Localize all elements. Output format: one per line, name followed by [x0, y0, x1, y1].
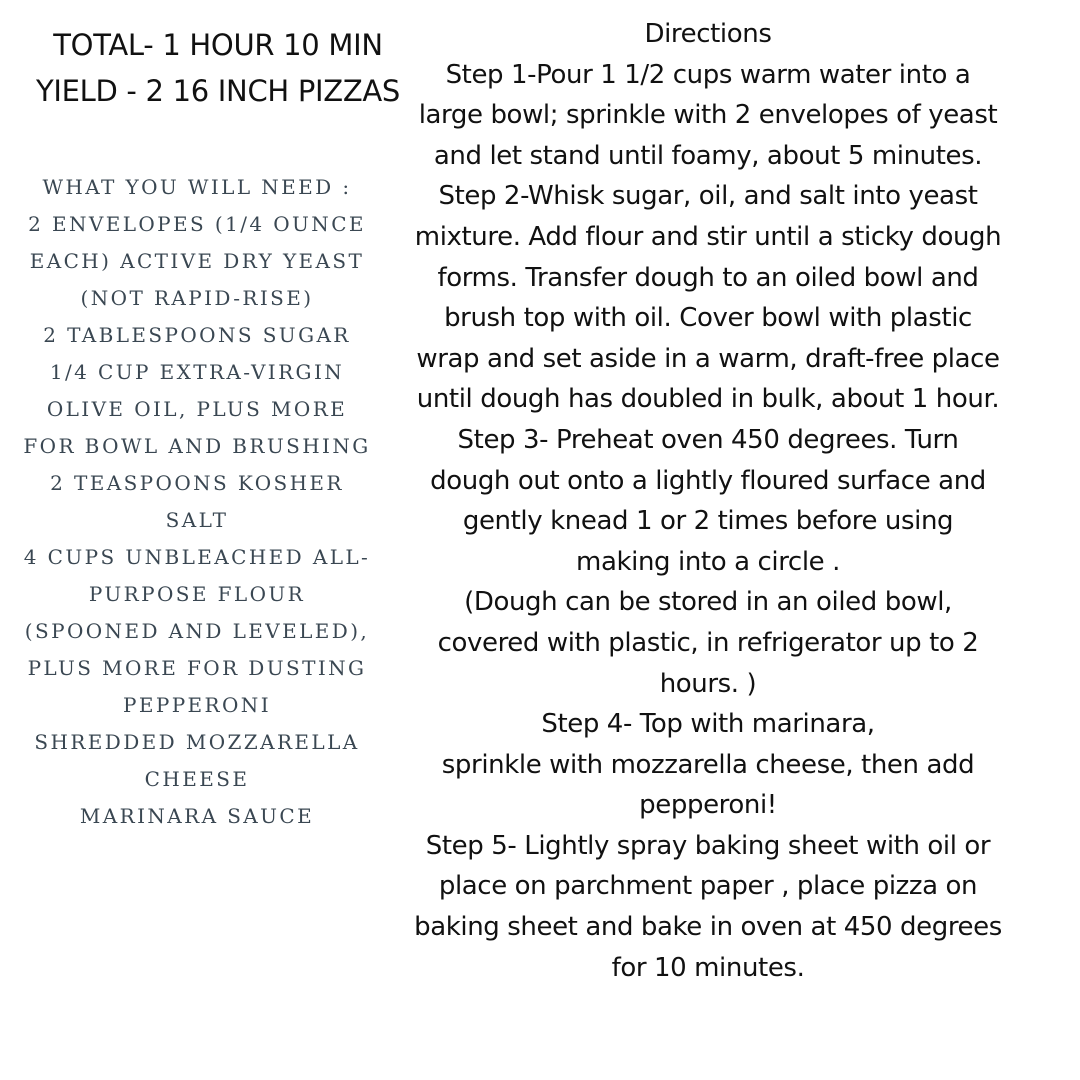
directions-title: Directions: [644, 19, 772, 49]
ingredient-item: 1/4 CUP EXTRA-VIRGIN OLIVE OIL, PLUS MORE FOR BOWL AND BRUSHING: [23, 360, 371, 458]
direction-step: Step 4- Top with marinara,: [541, 709, 875, 740]
direction-step: Step 1-Pour 1 1/2 cups warm water into a large bowl; sprinkle with 2 envelopes of yeast and let stand until foamy, about 5 minutes.: [418, 59, 998, 171]
direction-step: Step 3- Preheat oven 450 degrees. Turn dough out onto a lightly floured surface and gently knead 1 or 2 times before using making into a circle .: [430, 424, 986, 577]
ingredients-list: [20, 169, 374, 835]
ingredient-item: 2 ENVELOPES (1/4 OUNCE EACH) ACTIVE DRY YEAST (NOT RAPID-RISE): [28, 212, 366, 310]
ingredient-item: SHREDDED MOZZARELLA CHEESE: [34, 730, 360, 791]
direction-step-continued: sprinkle with mozzarella cheese, then add pepperoni!: [441, 749, 975, 821]
ingredient-item: MARINARA SAUCE: [79, 804, 315, 828]
direction-step: Step 2-Whisk sugar, oil, and salt into yeast mixture. Add flour and stir until a sticky dough forms. Transfer dough to an oiled bowl and brush top with oil. Cover bowl with plastic wrap and set aside in a warm, draft-free place until dough has doubled in bulk, about 1 hour.: [414, 181, 1002, 415]
directions-section: [414, 14, 1002, 988]
direction-note: (Dough can be stored in an oiled bowl, covered with plastic, in refrigerator up to 2 hours. ): [437, 587, 979, 699]
ingredient-item: 2 TEASPOONS KOSHER SALT: [50, 471, 344, 532]
ingredient-item: PEPPERONI: [122, 693, 272, 717]
ingredients-title: WHAT YOU WILL NEED :: [42, 175, 352, 199]
yield: YIELD - 2 16 INCH PIZZAS: [35, 74, 401, 108]
ingredient-item: 2 TABLESPOONS SUGAR: [43, 323, 351, 347]
total-time: TOTAL- 1 HOUR 10 MIN: [53, 28, 383, 62]
ingredient-item: 4 CUPS UNBLEACHED ALL-PURPOSE FLOUR (SPOONED AND LEVELED), PLUS MORE FOR DUSTING: [23, 545, 371, 680]
recipe-summary: [0, 22, 436, 114]
direction-step: Step 5- Lightly spray baking sheet with oil or place on parchment paper , place pizza on baking sheet and bake in oven at 450 degrees for 10 minutes.: [414, 830, 1002, 983]
